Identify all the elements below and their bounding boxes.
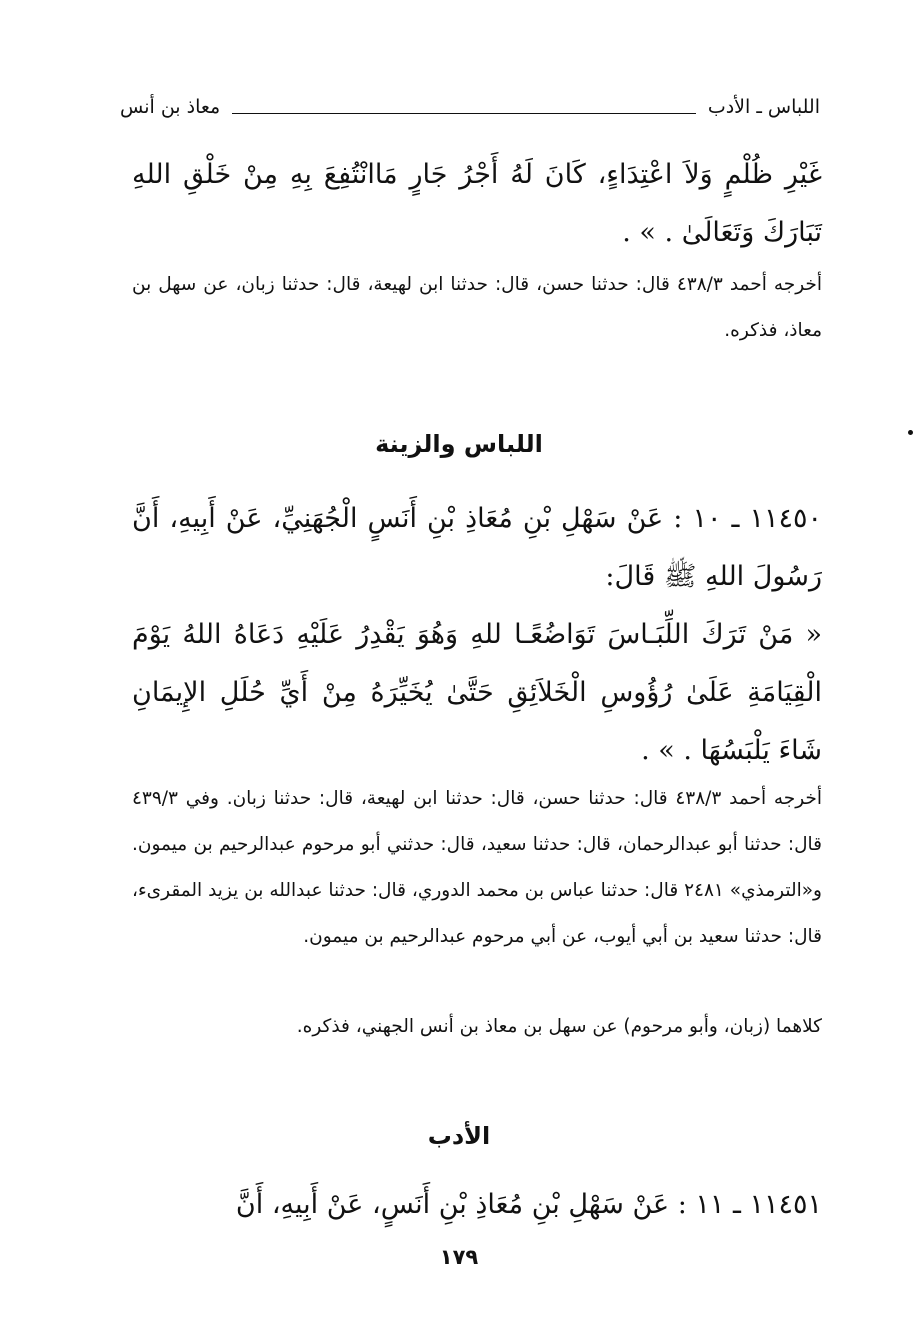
takhrij-paragraph-1: أخرجه أحمد ٤٣٨/٣ قال: حدثنا حسن، قال: حدثنا ابن لهيعة، قال: حدثنا زبان، عن سهل بن معاذ، فذكره. — [132, 274, 822, 341]
takhrij-paragraph-2: أخرجه أحمد ٤٣٨/٣ قال: حدثنا حسن، قال: حدثنا ابن لهيعة، قال: حدثنا زبان. وفي ٤٣٩/٣ قال: حدثنا أبو عبدالرحمان، قال: حدثنا سعيد، قال: حدثني أبو مرحوم عبدالرحيم بن ميمون. و«الترمذي» ٢٤٨١ قال: حدثنا عباس بن محمد الدوري، قال: حدثنا عبدالله بن يزيد المقرىء، قال: حدثنا سعيد بن أبي أيوب، عن أبي مرحوم عبدالرحيم بن ميمون. — [132, 788, 822, 947]
section-heading-clothing: اللباس والزينة — [375, 430, 543, 458]
running-head — [120, 92, 820, 122]
running-head-section: اللباس ـ الأدب — [707, 96, 820, 118]
page-number: ١٧٩ — [439, 1245, 479, 1269]
hadith-11451-intro: ١١٤٥١ ـ ١١ : عَنْ سَهْلِ بْنِ مُعَاذِ بْنِ أَنَسٍ، عَنْ أَبِيهِ، أَنَّ — [235, 1189, 822, 1220]
hadith-11450-intro: ١١٤٥٠ ـ ١٠ : عَنْ سَهْلِ بْنِ مُعَاذِ بْنِ أَنَسٍ الْجُهَنِيِّ، عَنْ أَبِيهِ، أَنَّ رَسُولَ اللهِ ﷺ قَالَ: — [132, 503, 823, 592]
running-head-rule — [232, 113, 696, 114]
takhrij-summary: كلاهما (زبان، وأبو مرحوم) عن سهل بن معاذ بن أنس الجهني، فذكره. — [296, 1016, 822, 1037]
continued-hadith-text: غَيْرِ ظُلْمٍ وَلاَ اعْتِدَاءٍ، كَانَ لَهُ أَجْرُ جَارٍ مَاانْتُفِعَ بِهِ مِنْ خَلْقِ اللهِ تَبَارَكَ وَتَعَالَىٰ . » . — [132, 159, 822, 248]
section-heading-adab: الأدب — [427, 1122, 491, 1150]
hadith-11450-text: « مَنْ تَرَكَ اللِّبَـاسَ تَوَاضُعًـا للهِ وَهُوَ يَقْدِرُ عَلَيْهِ دَعَاهُ اللهُ يَوْمَ الْقِيَامَةِ عَلَىٰ رُؤُوسِ الْخَلاَئِقِ حَتَّىٰ يُخَيِّرَهُ مِنْ أَيِّ حُلَلِ الإِيمَانِ شَاءَ يَلْبَسُهَا . » . — [132, 619, 822, 766]
running-head-narrator: معاذ بن أنس — [120, 96, 221, 118]
